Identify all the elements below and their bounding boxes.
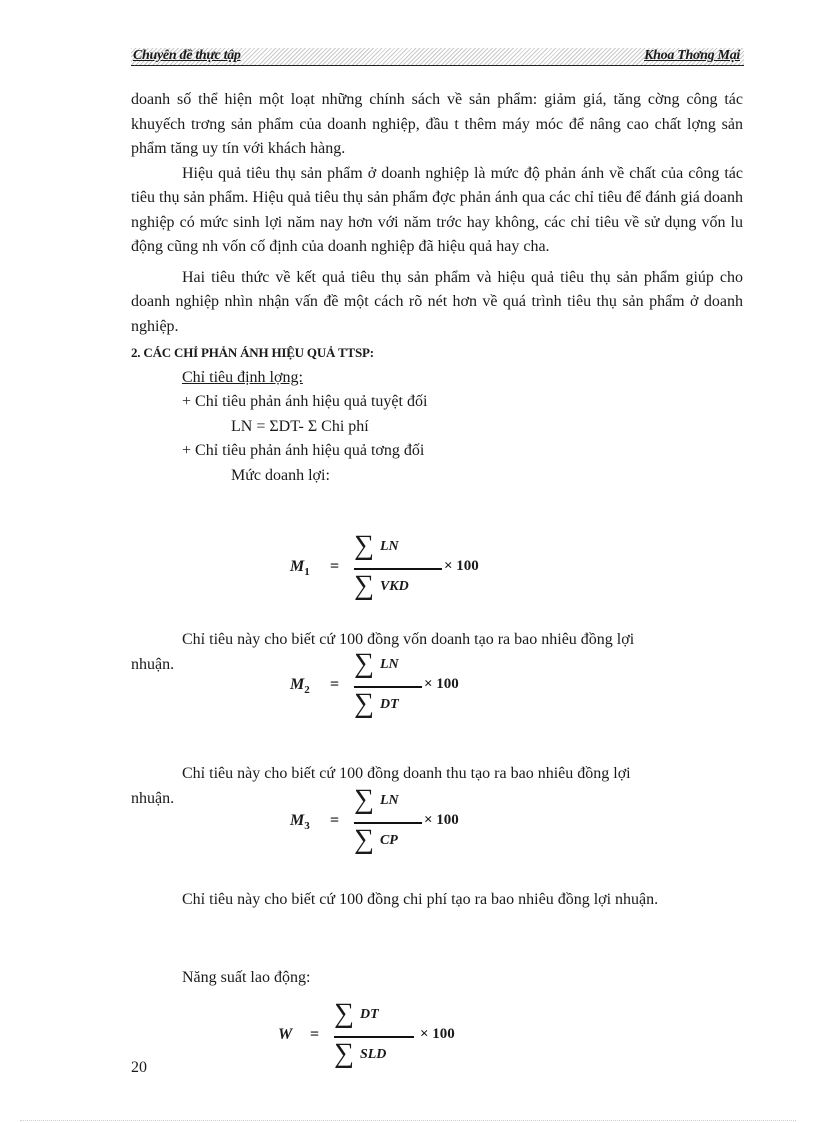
- absolute-indicator-item: + Chỉ tiêu phản ánh hiệu quả tuyệt đối: [182, 393, 428, 410]
- formula-m2: [290, 648, 500, 724]
- formula-m1-numerator: ∑ LN: [354, 530, 399, 561]
- header-faculty: Khoa Thơng Mại: [644, 48, 740, 63]
- formula-w-denominator: ∑ SLD: [334, 1038, 387, 1069]
- formula-w: [278, 998, 488, 1074]
- formula-m3-numerator: ∑ LN: [354, 784, 399, 815]
- paragraph-sales: doanh số thể hiện một loạt những chính sách về sản phẩm: giảm giá, tăng cờng công tác khuyếch trơng sản phẩm của doanh nghiệp, đầu t thêm máy móc để nâng cao chất lợng sản phẩm tăng uy tín với khách hàng.: [131, 91, 743, 157]
- quantitative-subheading: Chỉ tiêu định lợng:: [182, 368, 303, 386]
- sigma-icon: ∑: [334, 998, 354, 1029]
- sigma-icon: ∑: [354, 688, 374, 719]
- formula-m2-multiplier: × 100: [424, 676, 459, 692]
- section-heading: 2. CÁC CHỈ PHẢN ÁNH HIỆU QUẢ TTSP:: [131, 345, 374, 360]
- explanation-m2-line1: Chỉ tiêu này cho biết cứ 100 đồng doanh thu tạo ra bao nhiêu đồng lợi: [182, 765, 631, 782]
- header-course-title: Chuyên đề thực tập: [133, 48, 241, 63]
- paragraph-criteria: Hai tiêu thức về kết quả tiêu thụ sản phẩm và hiệu quả tiêu thụ sản phẩm giúp cho doanh nghiệp nhìn nhận vấn đề một cách rõ nét hơn về quá trình tiêu thụ sản phẩm ở doanh nghiệp.: [131, 268, 743, 335]
- page-number: 20: [131, 1059, 147, 1076]
- formula-w-numerator: ∑ DT: [334, 998, 379, 1029]
- formula-m2-numerator: ∑ LN: [354, 648, 399, 679]
- explanation-m1-line1: Chỉ tiêu này cho biết cứ 100 đồng vốn doanh tạo ra bao nhiêu đồng lợi: [182, 631, 635, 648]
- sigma-icon: ∑: [354, 530, 374, 561]
- explanation-m2-line2: nhuận.: [131, 789, 175, 807]
- formula-m3-multiplier: × 100: [424, 812, 459, 828]
- formula-m2-denominator: ∑ DT: [354, 688, 399, 719]
- formula-m3-denominator: ∑ CP: [354, 824, 398, 855]
- explanation-m1-line2: nhuận.: [131, 655, 175, 673]
- formula-w-multiplier: × 100: [420, 1026, 455, 1042]
- profit-formula: LN = ΣDT- Σ Chi phí: [231, 417, 369, 435]
- equals-sign: =: [330, 676, 340, 693]
- relative-indicator-item: + Chỉ tiêu phản ánh hiệu quả tơng đối: [182, 442, 425, 459]
- formula-m3-lhs: $M_3$: [290, 812, 310, 833]
- document-body: [131, 88, 743, 488]
- formula-m1-lhs: $M_1$: [290, 558, 310, 579]
- productivity-section: [131, 966, 743, 991]
- sigma-icon: ∑: [354, 824, 374, 855]
- productivity-label: Năng suất lao động:: [182, 969, 311, 986]
- equals-sign: =: [330, 558, 340, 575]
- sigma-icon: ∑: [354, 648, 374, 679]
- formula-m2-lhs: $M_2$: [290, 676, 310, 697]
- formula-w-lhs: W: [278, 1026, 293, 1043]
- formula-m1-multiplier: × 100: [444, 558, 479, 574]
- explanation-m3: [131, 888, 743, 913]
- profit-rate-label: Mức doanh lợi:: [231, 466, 330, 484]
- formula-m1: [290, 530, 500, 606]
- sigma-icon: ∑: [354, 784, 374, 815]
- page-bottom-divider: [20, 1120, 796, 1121]
- sigma-icon: ∑: [354, 570, 374, 601]
- sigma-icon: ∑: [334, 1038, 354, 1069]
- equals-sign: =: [330, 812, 340, 829]
- formula-m1-denominator: ∑ VKD: [354, 570, 409, 601]
- page-header: [131, 48, 744, 66]
- formula-m3: [290, 784, 500, 860]
- explanation-m3-text: Chỉ tiêu này cho biết cứ 100 đồng chi phí tạo ra bao nhiêu đồng lợi nhuận.: [182, 891, 659, 908]
- paragraph-efficiency: Hiệu quả tiêu thụ sản phẩm ở doanh nghiệp là mức độ phản ánh về chất của công tác tiêu thụ sản phẩm. Hiệu quả tiêu thụ sản phẩm đợc phản ánh qua các chỉ tiêu để đánh giá doanh nghiệp có mức sinh lợi năm nay hơn với năm trớc hay không, các chỉ tiêu về sử dụng vốn lu động cũng nh vốn cố định của doanh nghiệp đã hiệu quả hay cha.: [131, 164, 743, 255]
- equals-sign: =: [310, 1026, 320, 1043]
